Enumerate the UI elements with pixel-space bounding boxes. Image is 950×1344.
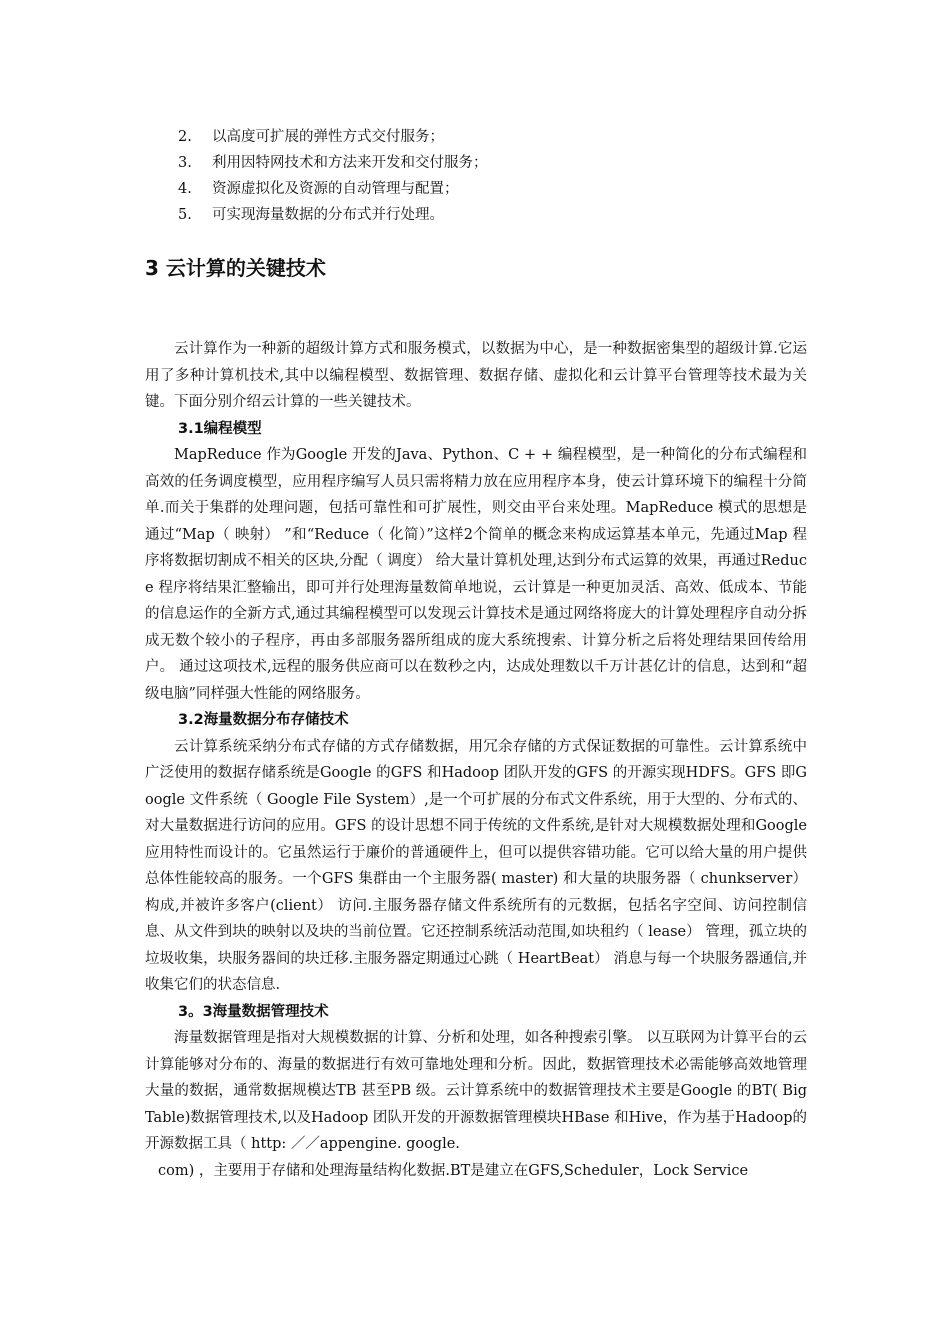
list-item-text: 可实现海量数据的分布式并行处理。 (212, 207, 444, 223)
paragraph-continuation: com) ，主要用于存储和处理海量结构化数据.BT是建立在GFS,Scheduler，Lock Service (158, 1162, 749, 1179)
list-item-number: 4. (178, 181, 192, 197)
paragraph-distributed-storage: 云计算系统采纳分布式存储的方式存储数据，用冗余存储的方式保证数据的可靠性。云计算系统中广泛使用的数据存储系统是Google 的GFS 和Hadoop 团队开发的GFS 的开源实现HDFS。GFS 即Google 文件系统（ Google File System）,是一个可扩展的分布式文件系统，用于大型的、分布式的、对大量数据进行访问的应用。GFS 的设计思想不同于传统的文件系统,是针对大规模数据处理和Google应用特性而设计的。它虽然运行于廉价的普通硬件上，但可以提供容错功能。它可以给大量的用户提供总体性能较高的服务。一个GFS 集群由一个主服务器( master) 和大量的块服务器（ chunkserver）构成,并被许多客户(client） 访问.主服务器存储文件系统所有的元数据，包括名字空间、访问控制信息、从文件到块的映射以及块的当前位置。它还控制系统活动范围,如块租约（ lease） 管理，孤立块的垃圾收集，块服务器间的块迁移.主服务器定期通过心跳（ HeartBeat） 消息与每一个块服务器通信,并收集它们的状态信息. (145, 738, 807, 993)
section-body (145, 336, 807, 1184)
list-item-text: 资源虚拟化及资源的自动管理与配置； (212, 181, 459, 197)
list-item-number: 3. (178, 155, 192, 171)
paragraph-programming-model: MapReduce 作为Google 开发的Java、Python、C + + 编程模型，是一种简化的分布式编程和高效的任务调度模型，应用程序编写人员只需将精力放在应用程序本身，使云计算环境下的编程十分简单.而关于集群的处理问题，包括可靠性和可扩展性，则交由平台来处理。MapReduce 模式的思想是通过“Map（ 映射） ”和“Reduce（ 化简）”这样2个简单的概念来构成运算基本单元，先通过Map 程序将数据切割成不相关的区块,分配（ 调度） 给大量计算机处理,达到分布式运算的效果，再通过Reduce 程序将结果汇整输出，即可并行处理海量数简单地说，云计算是一种更加灵活、高效、低成本、节能的信息运作的全新方式,通过其编程模型可以发现云计算技术是通过网络将庞大的计算处理程序自动分拆成无数个较小的子程序，再由多部服务器所组成的庞大系统搜索、计算分析之后将处理结果回传给用户。 通过这项技术,远程的服务供应商可以在数秒之内，达成处理数以千万计甚亿计的信息，达到和“超级电脑”同样强大性能的网络服务。 (145, 447, 807, 702)
list-item (178, 202, 488, 228)
list-item (178, 124, 488, 150)
list-item (178, 150, 488, 176)
list-item-text: 以高度可扩展的弹性方式交付服务； (212, 129, 444, 145)
list-item (178, 176, 488, 202)
intro-paragraph: 云计算作为一种新的超级计算方式和服务模式，以数据为中心，是一种数据密集型的超级计算.它运用了多种计算机技术,其中以编程模型、数据管理、数据存储、虚拟化和云计算平台管理等技术最为关键。下面分别介绍云计算的一些关键技术。 (145, 341, 807, 410)
list-item-number: 5. (178, 207, 192, 223)
feature-list (178, 124, 488, 228)
subsection-heading-distributed-storage: 3.2海量数据分布存储技术 (178, 712, 349, 728)
paragraph-data-management: 海量数据管理是指对大规模数据的计算、分析和处理，如各种搜索引擎。 以互联网为计算平台的云计算能够对分布的、海量的数据进行有效可靠地处理和分析。因此，数据管理技术必需能够高效地管理大量的数据，通常数据规模达TB 甚至PB 级。云计算系统中的数据管理技术主要是Google 的BT( BigTable)数据管理技术,以及Hadoop 团队开发的开源数据管理模块HBase 和Hive，作为基于Hadoop的开源数据工具（ http: ／／appengine. google. (145, 1030, 807, 1152)
list-item-text: 利用因特网技术和方法来开发和交付服务； (212, 155, 488, 171)
section-heading: 3 云计算的关键技术 (145, 256, 326, 280)
subsection-heading-programming-model: 3.1编程模型 (178, 420, 262, 437)
list-item-number: 2. (178, 129, 192, 145)
subsection-heading-data-management: 3。3海量数据管理技术 (178, 1003, 329, 1020)
